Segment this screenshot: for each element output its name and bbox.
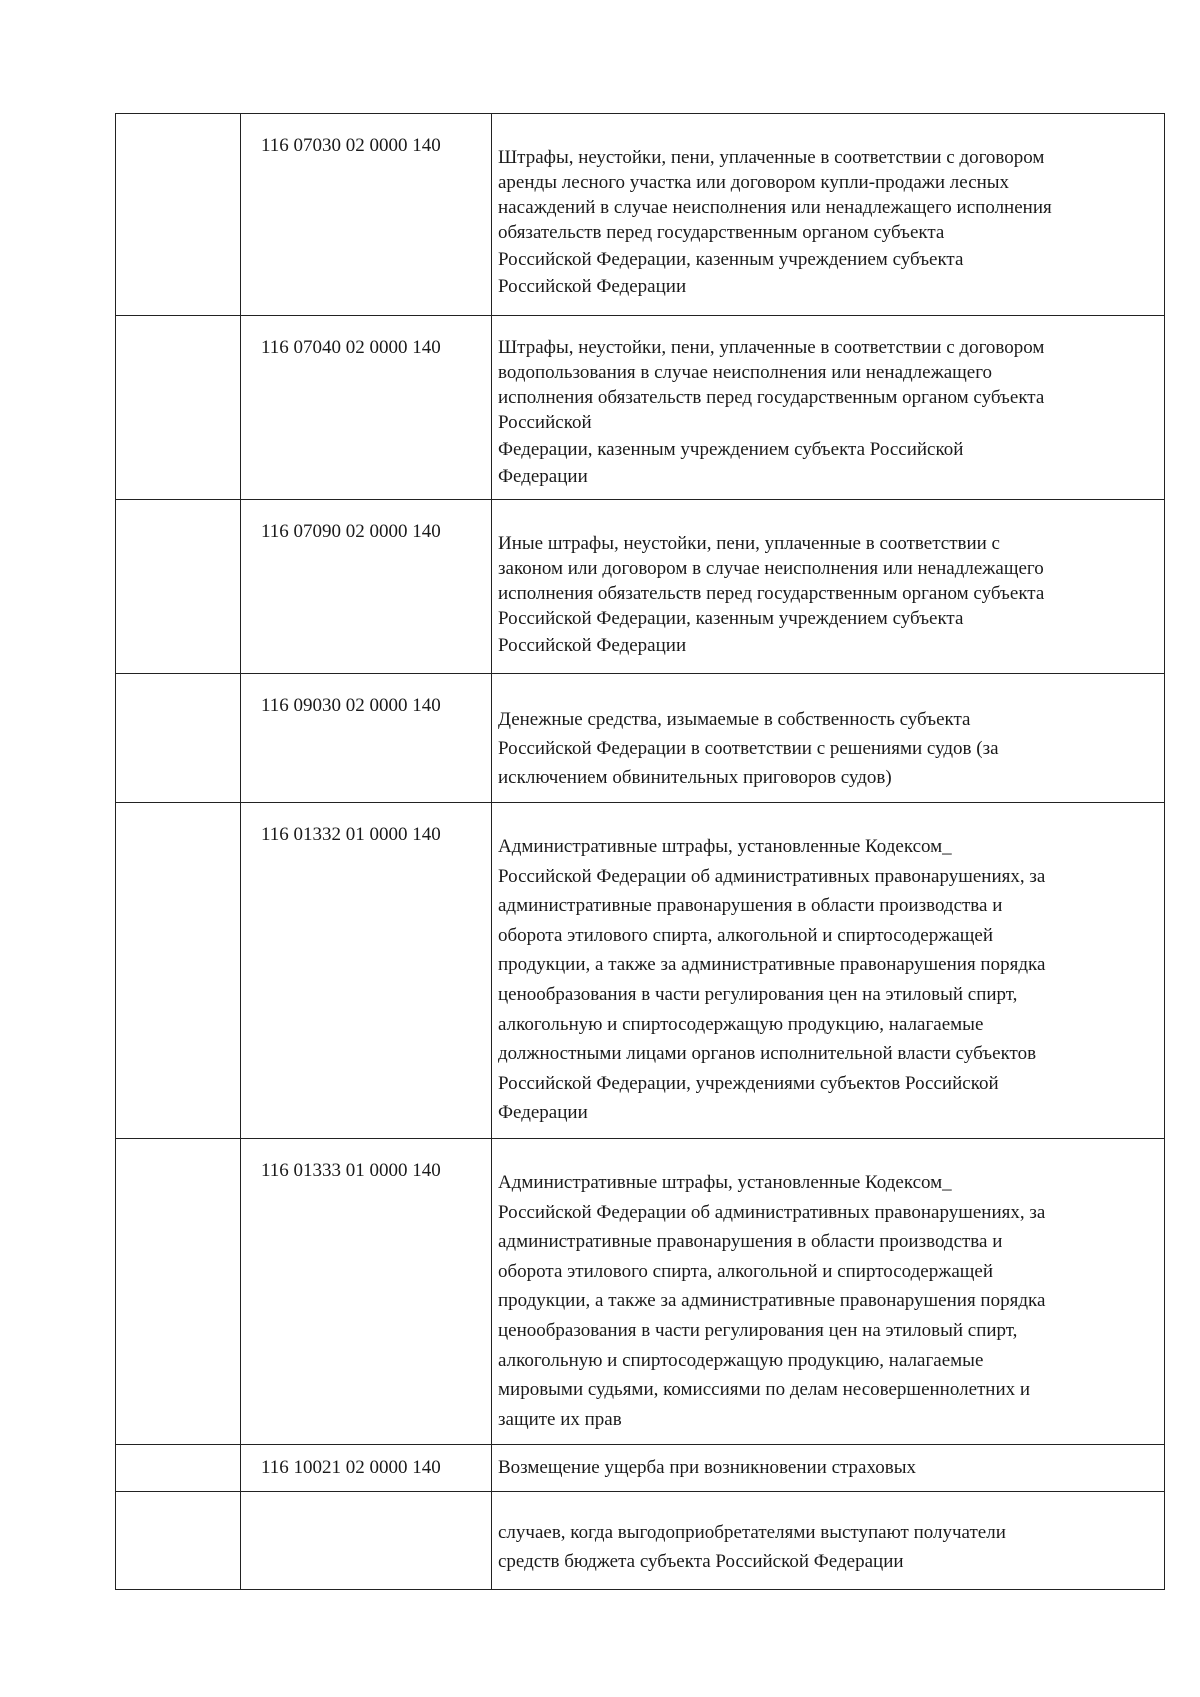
description-line: Штрафы, неустойки, пени, уплаченные в соответствии с договором bbox=[498, 147, 1045, 168]
description-line: Российской Федерации, казенным учреждением субъекта bbox=[498, 249, 964, 270]
code-cell: 116 10021 02 0000 140 bbox=[241, 1445, 492, 1492]
description-line: исключением обвинительных приговоров судов) bbox=[498, 767, 892, 788]
description-line: насаждений в случае неисполнения или ненадлежащего исполнения bbox=[498, 197, 1052, 218]
table-row bbox=[116, 1445, 1165, 1492]
description-line: Возмещение ущерба при возникновении страховых bbox=[498, 1457, 916, 1479]
table-row bbox=[116, 114, 1165, 316]
description-cell bbox=[492, 1492, 1165, 1590]
code-cell: 116 07040 02 0000 140 bbox=[241, 316, 492, 500]
description-line: Российской Федерации bbox=[498, 635, 687, 656]
description-cell bbox=[492, 1445, 1165, 1492]
blank-cell bbox=[116, 1492, 241, 1590]
table-row bbox=[116, 500, 1165, 674]
table-row bbox=[116, 674, 1165, 803]
description-text bbox=[498, 335, 1154, 489]
code-cell bbox=[241, 1492, 492, 1590]
description-line: Штрафы, неустойки, пени, уплаченные в соответствии с договором bbox=[498, 337, 1045, 358]
code-cell: 116 09030 02 0000 140 bbox=[241, 674, 492, 803]
budget-codes-table bbox=[115, 113, 1165, 1590]
description-line: обязательств перед государственным органом субъекта bbox=[498, 222, 945, 243]
blank-cell bbox=[116, 114, 241, 316]
description-line: алкогольную и спиртосодержащую продукцию, налагаемые bbox=[498, 1349, 984, 1371]
table-row bbox=[116, 316, 1165, 500]
description-line: Административные штрафы, установленные Кодексом_ bbox=[498, 836, 952, 857]
description-line: Федерации, казенным учреждением субъекта Российской bbox=[498, 439, 964, 460]
description-cell bbox=[492, 114, 1165, 316]
description-line: Российской Федерации в соответствии с решениями судов (за bbox=[498, 738, 999, 759]
description-line: Денежные средства, изымаемые в собственность субъекта bbox=[498, 709, 971, 730]
description-text bbox=[498, 1518, 1154, 1576]
description-line: Российской Федерации, казенным учреждением субъекта bbox=[498, 608, 964, 629]
description-line: законом или договором в случае неисполнения или ненадлежащего bbox=[498, 558, 1044, 579]
description-line: Российской Федерации, учреждениями субъектов Российской bbox=[498, 1072, 999, 1094]
table-row bbox=[116, 1138, 1165, 1444]
description-line: Федерации bbox=[498, 1102, 588, 1124]
description-line: средств бюджета субъекта Российской Федерации bbox=[498, 1551, 904, 1573]
description-line: исполнения обязательств перед государственным органом субъекта bbox=[498, 387, 1045, 408]
description-line: мировыми судьями, комиссиями по делам несовершеннолетних и bbox=[498, 1379, 1031, 1401]
description-cell bbox=[492, 1138, 1165, 1444]
description-line: защите их прав bbox=[498, 1408, 622, 1430]
table-row bbox=[116, 1492, 1165, 1590]
description-line: Российской Федерации об административных правонарушениях, за bbox=[498, 865, 1046, 887]
code-cell: 116 07030 02 0000 140 bbox=[241, 114, 492, 316]
description-line: Российской bbox=[498, 412, 592, 433]
description-line: оборота этилового спирта, алкогольной и спиртосодержащей bbox=[498, 924, 994, 946]
description-text bbox=[498, 1455, 1154, 1480]
description-line: должностными лицами органов исполнительной власти субъектов bbox=[498, 1043, 1037, 1065]
description-cell bbox=[492, 674, 1165, 803]
table-row bbox=[116, 803, 1165, 1139]
blank-cell bbox=[116, 1445, 241, 1492]
table-body bbox=[116, 114, 1165, 1590]
description-text bbox=[498, 705, 1154, 792]
description-line: продукции, а также за административные правонарушения порядка bbox=[498, 954, 1046, 976]
code-cell: 116 07090 02 0000 140 bbox=[241, 500, 492, 674]
blank-cell bbox=[116, 500, 241, 674]
description-line: Административные штрафы, установленные Кодексом_ bbox=[498, 1171, 952, 1193]
description-line: алкогольную и спиртосодержащую продукцию, налагаемые bbox=[498, 1013, 984, 1035]
description-line: Российской Федерации bbox=[498, 276, 687, 297]
code-cell: 116 01332 01 0000 140 bbox=[241, 803, 492, 1139]
description-line: ценообразования в части регулирования цен на этиловый спирт, bbox=[498, 983, 1018, 1005]
description-line: ценообразования в части регулирования цен на этиловый спирт, bbox=[498, 1319, 1018, 1341]
description-line: исполнения обязательств перед государственным органом субъекта bbox=[498, 583, 1045, 604]
description-text bbox=[498, 1168, 1154, 1434]
description-line: административные правонарушения в области производства и bbox=[498, 895, 1003, 917]
description-cell bbox=[492, 316, 1165, 500]
description-cell bbox=[492, 803, 1165, 1139]
description-text bbox=[498, 145, 1154, 299]
blank-cell bbox=[116, 803, 241, 1139]
description-line: случаев, когда выгодоприобретателями выступают получатели bbox=[498, 1522, 1006, 1544]
description-cell bbox=[492, 500, 1165, 674]
description-text bbox=[498, 832, 1154, 1128]
description-line: Федерации bbox=[498, 466, 588, 487]
blank-cell bbox=[116, 316, 241, 500]
description-line: Иные штрафы, неустойки, пени, уплаченные в соответствии с bbox=[498, 533, 1000, 554]
description-text bbox=[498, 531, 1154, 658]
description-line: аренды лесного участка или договором купли-продажи лесных bbox=[498, 172, 1010, 193]
description-line: оборота этилового спирта, алкогольной и спиртосодержащей bbox=[498, 1260, 994, 1282]
description-line: продукции, а также за административные правонарушения порядка bbox=[498, 1290, 1046, 1312]
description-line: административные правонарушения в области производства и bbox=[498, 1231, 1003, 1253]
blank-cell bbox=[116, 1138, 241, 1444]
description-line: Российской Федерации об административных правонарушениях, за bbox=[498, 1201, 1046, 1223]
description-line: водопользования в случае неисполнения или ненадлежащего bbox=[498, 362, 993, 383]
code-cell: 116 01333 01 0000 140 bbox=[241, 1138, 492, 1444]
blank-cell bbox=[116, 674, 241, 803]
